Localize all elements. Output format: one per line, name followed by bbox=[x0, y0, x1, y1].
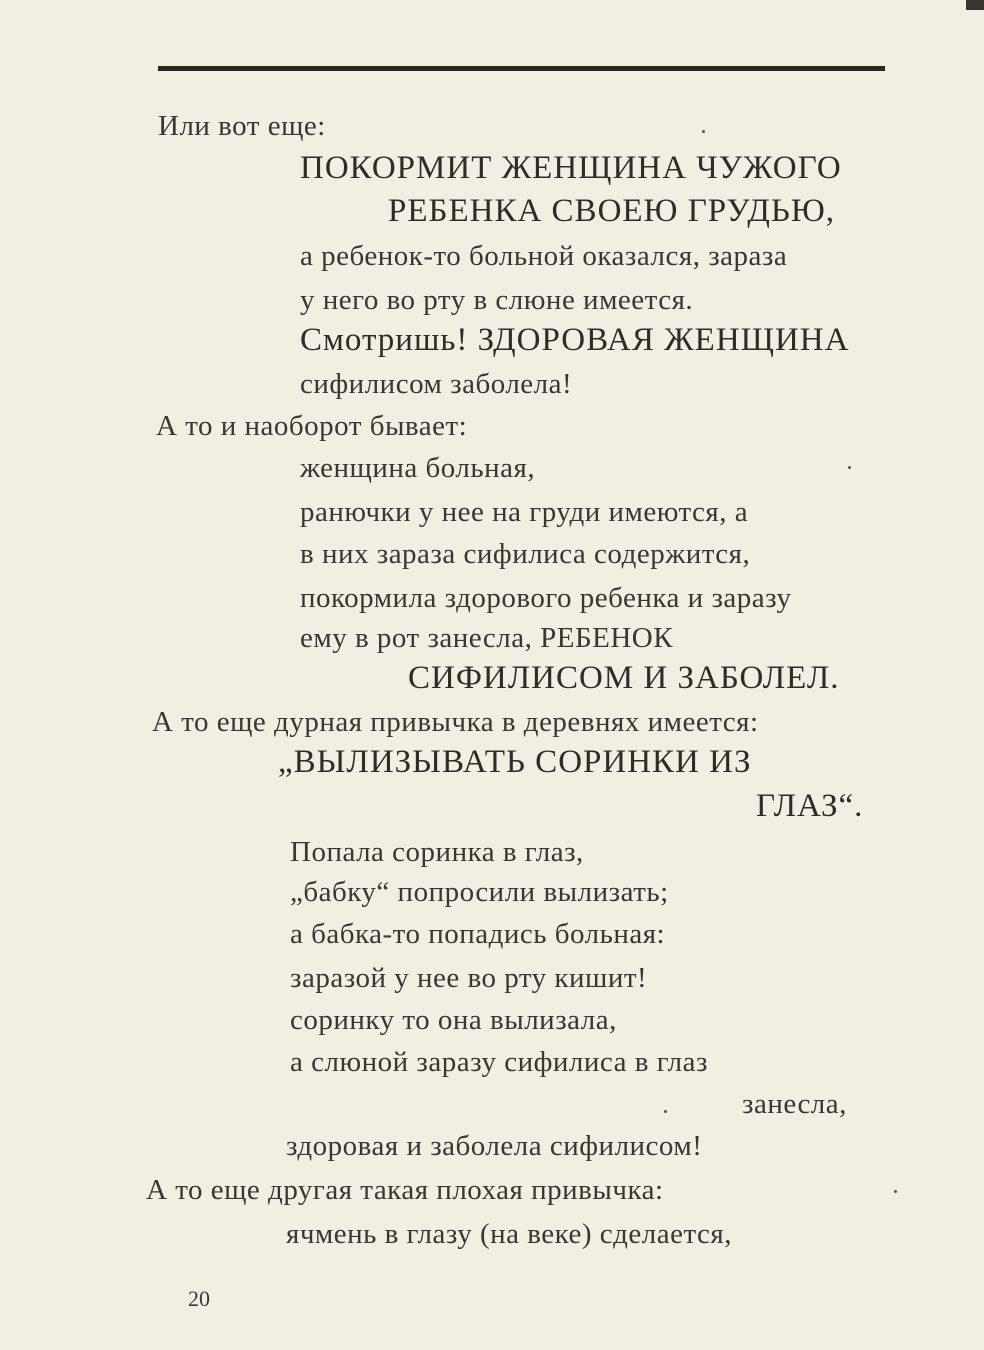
page-number: 20 bbox=[188, 1286, 210, 1311]
text-line: Или вот еще: bbox=[158, 110, 326, 142]
ink-speck bbox=[848, 466, 851, 469]
top-rule bbox=[158, 66, 885, 71]
heading-line: СИФИЛИСОМ И ЗАБОЛЕЛ. bbox=[408, 660, 840, 696]
text-line: а бабка-то попадись больная: bbox=[290, 918, 666, 950]
text-line: соринку то она вылизала, bbox=[290, 1004, 617, 1036]
heading-line: РЕБЕНКА СВОЕЮ ГРУДЬЮ, bbox=[388, 193, 835, 229]
heading-line: ГЛАЗ“. bbox=[756, 788, 864, 824]
text-line: у него во рту в слюне имеется. bbox=[300, 284, 694, 316]
text-line: А то еще дурная привычка в деревнях имеется: bbox=[152, 706, 759, 738]
text-line: „бабку“ попросили вылизать; bbox=[290, 876, 669, 908]
text-line: А то и наоборот бывает: bbox=[156, 410, 468, 442]
text-line: заразой у нее во рту кишит! bbox=[290, 962, 648, 994]
text-line: ранючки у нее на груди имеются, а bbox=[300, 496, 749, 528]
text-line: сифилисом заболела! bbox=[300, 368, 573, 400]
ink-speck bbox=[894, 1190, 897, 1193]
heading-line: ПОКОРМИТ ЖЕНЩИНА ЧУЖОГО bbox=[300, 150, 842, 186]
text-line: покормила здорового ребенка и заразу bbox=[300, 582, 792, 614]
ink-speck bbox=[664, 1110, 667, 1113]
text-line: здоровая и заболела сифилисом! bbox=[286, 1130, 703, 1162]
ink-speck bbox=[702, 130, 705, 133]
heading-line: „ВЫЛИЗЫВАТЬ СОРИНКИ ИЗ bbox=[278, 744, 752, 780]
text-line: женщина больная, bbox=[300, 452, 536, 484]
text-line: а ребенок-то больной оказался, зараза bbox=[300, 240, 788, 272]
text-line: ячмень в глазу (на веке) сделается, bbox=[286, 1218, 732, 1250]
text-line: Попала соринка в глаз, bbox=[290, 836, 584, 868]
text-line: а слюной заразу сифилиса в глаз bbox=[290, 1046, 708, 1078]
text-line: занесла, bbox=[742, 1088, 847, 1120]
text-line: А то еще другая такая плохая привычка: bbox=[146, 1174, 664, 1206]
text-line: в них зараза сифилиса содержится, bbox=[300, 538, 751, 570]
text-line: ему в рот занесла, РЕБЕНОК bbox=[300, 622, 674, 654]
heading-line: Смотришь! ЗДОРОВАЯ ЖЕНЩИНА bbox=[300, 322, 850, 358]
corner-mark bbox=[966, 0, 984, 10]
